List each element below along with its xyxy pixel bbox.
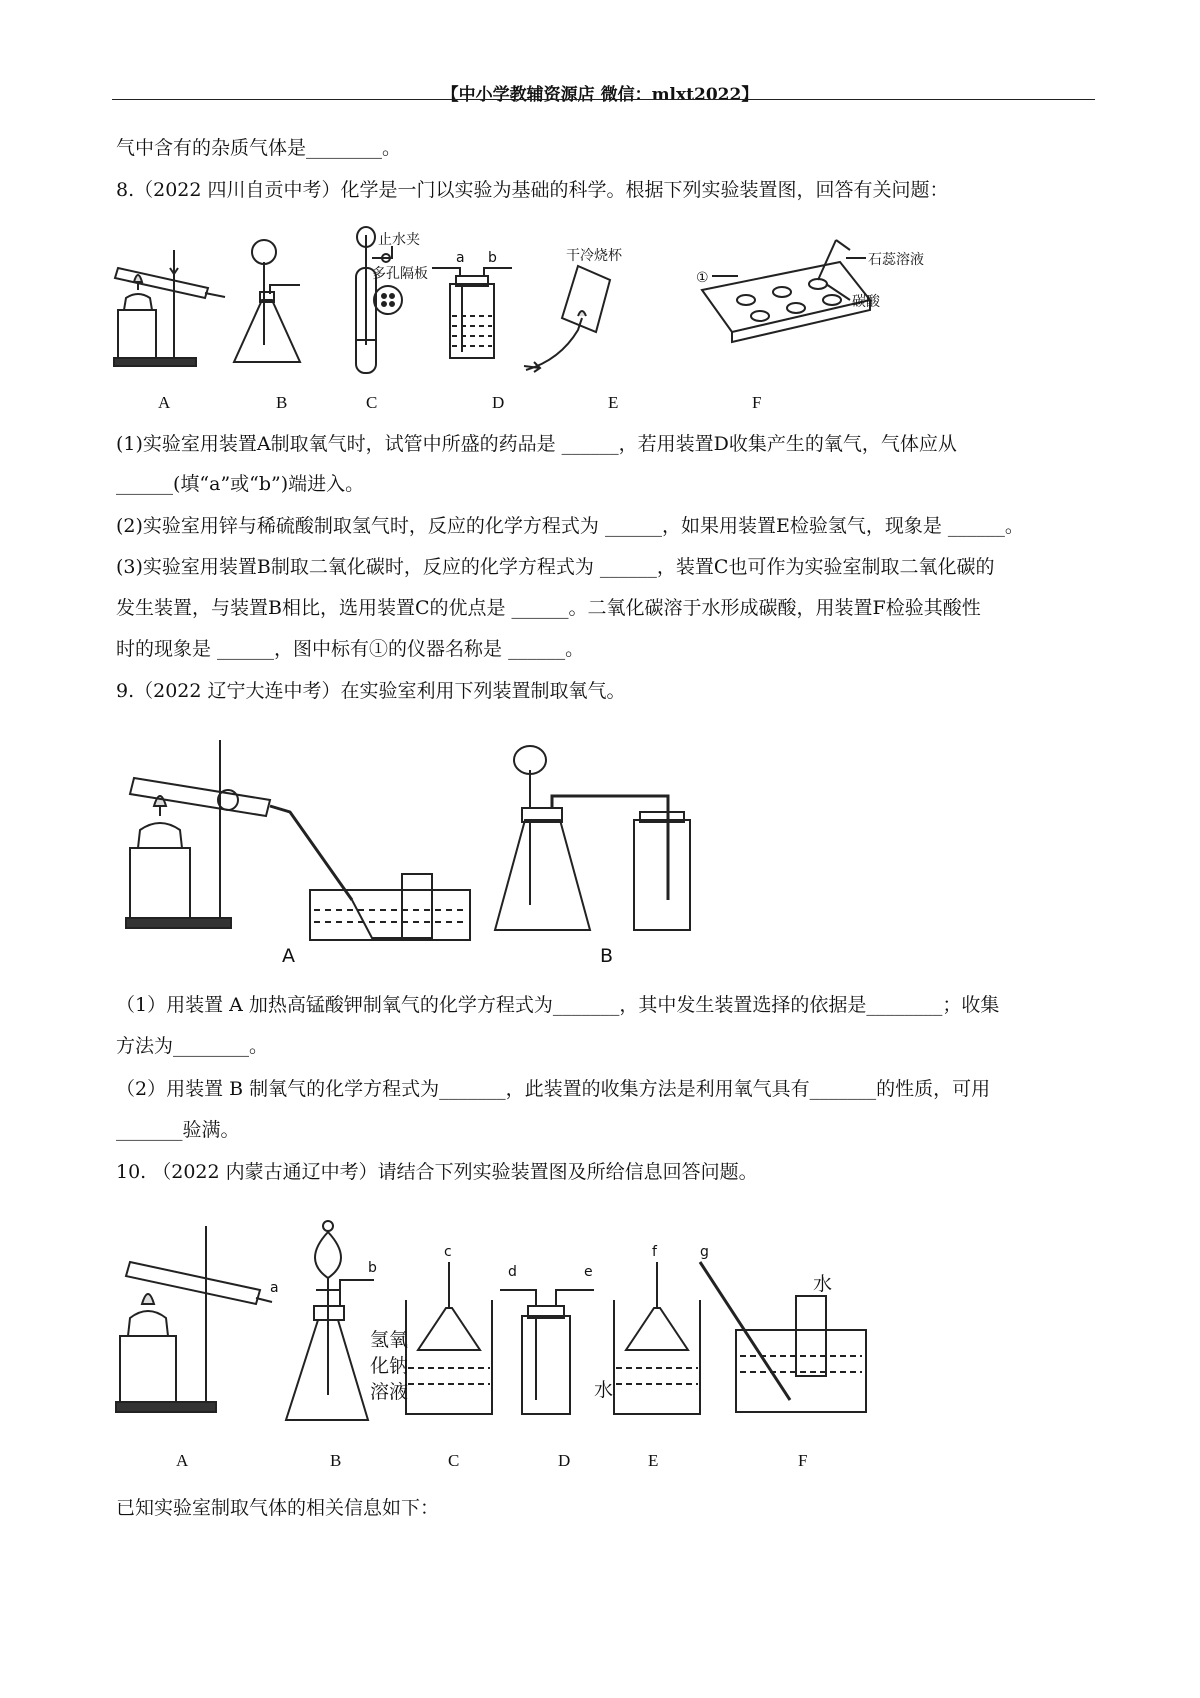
fig10-label-a: A xyxy=(176,1451,189,1470)
inverted-funnel-10e xyxy=(626,1308,688,1350)
question-10-stem: 10. （2022 内蒙古通辽中考）请结合下列实验装置图及所给信息回答问题。 xyxy=(116,1161,758,1183)
label-duokong: 多孔隔板 xyxy=(372,266,428,282)
q8-part3-a: (3)实验室用装置B制取二氧化碳时，反应的化学方程式为 ______，装置C也可作为实验室制取二氧化碳的 xyxy=(116,556,995,578)
separatory-funnel-10b xyxy=(315,1232,341,1278)
beaker-10c xyxy=(406,1300,492,1414)
label-circle1: ① xyxy=(696,270,709,286)
port-a-10: a xyxy=(270,1280,279,1296)
alcohol-lamp-10a xyxy=(128,1311,168,1336)
fig10-naoh-1: 氢氧 xyxy=(370,1329,409,1351)
fig8-label-c: C xyxy=(366,393,378,412)
q10-info: 已知实验室制取气体的相关信息如下： xyxy=(116,1497,440,1519)
fig8-label-a: A xyxy=(158,393,171,412)
fig8-label-e: E xyxy=(608,393,619,412)
text-line: 气中含有的杂质气体是________。 xyxy=(116,137,402,159)
q8-part1-a: (1)实验室用装置A制取氧气时，试管中所盛的药品是 ______，若用装置D收集产生的氧气，气体应从 xyxy=(116,433,957,455)
fig9-label-a: A xyxy=(282,945,295,967)
question-9-stem: 9.（2022 辽宁大连中考）在实验室利用下列装置制取氧气。 xyxy=(116,680,626,702)
inverted-funnel-10c xyxy=(418,1308,480,1350)
q8-part1-b: ______(填“a”或“b”)端进入。 xyxy=(116,473,365,495)
label-port-a: a xyxy=(456,250,465,266)
fig8-label-d: D xyxy=(492,393,505,412)
question-8-stem: 8.（2022 四川自贡中考）化学是一门以实验为基础的科学。根据下列实验装置图，回答有关问题： xyxy=(116,179,949,201)
fig10-label-c: C xyxy=(448,1451,460,1470)
label-ganleng: 干冷烧杯 xyxy=(566,248,622,264)
fig10-naoh-2: 化钠 xyxy=(370,1355,409,1377)
label-shirui: 石蕊溶液 xyxy=(868,252,924,268)
page-header: 【中小学教辅资源店 微信：mlxt2022】 xyxy=(441,85,759,105)
stand-base-10a xyxy=(116,1402,216,1412)
fig10-label-e: E xyxy=(648,1451,659,1470)
wood-block-10a xyxy=(120,1336,176,1402)
fig10-label-water-f: 水 xyxy=(813,1273,833,1295)
fig10-label-b: B xyxy=(330,1451,342,1470)
q8-part3-c: 时的现象是 ______，图中标有①的仪器名称是 ______。 xyxy=(116,638,585,660)
q9-part2-a: （2）用装置 B 制氧气的化学方程式为_______，此装置的收集方法是利用氧气具有_______的性质，可用 xyxy=(116,1078,991,1100)
bottle-10d xyxy=(522,1316,570,1414)
fig8-label-f: F xyxy=(752,393,762,412)
fig8-label-b: B xyxy=(276,393,288,412)
beaker-10e xyxy=(614,1300,700,1414)
fig9-label-b: B xyxy=(600,945,614,967)
port-g-10: g xyxy=(700,1244,709,1260)
q9-part1-a: （1）用装置 A 加热高锰酸钾制氧气的化学方程式为_______，其中发生装置选择的依据是________；收集 xyxy=(116,994,1000,1016)
fig10-label-water-e: 水 xyxy=(594,1379,614,1401)
fig10-label-d: D xyxy=(558,1451,571,1470)
port-d-10: d xyxy=(508,1264,517,1280)
gas-jar-10f xyxy=(796,1296,826,1376)
q8-part3-b: 发生装置，与装置B相比，选用装置C的优点是 ______。二氧化碳溶于水形成碳酸，用装置F检验其酸性 xyxy=(116,597,981,619)
port-e-10: e xyxy=(584,1264,593,1280)
port-f-10: f xyxy=(652,1244,657,1260)
label-zhishuijia: 止水夹 xyxy=(378,232,420,248)
port-c-10: c xyxy=(444,1244,452,1260)
label-tansuan: 碳酸 xyxy=(852,294,880,310)
q8-part2: (2)实验室用锌与稀硫酸制取氢气时，反应的化学方程式为 ______，如果用装置E检验氢气，现象是 ______。 xyxy=(116,515,1024,537)
port-b-10: b xyxy=(368,1260,377,1276)
fig10-naoh-3: 溶液 xyxy=(370,1381,409,1403)
q9-part1-b: 方法为________。 xyxy=(116,1035,269,1057)
fig10-label-f: F xyxy=(798,1451,808,1470)
q9-part2-b: _______验满。 xyxy=(116,1119,240,1141)
label-port-b: b xyxy=(488,250,497,266)
